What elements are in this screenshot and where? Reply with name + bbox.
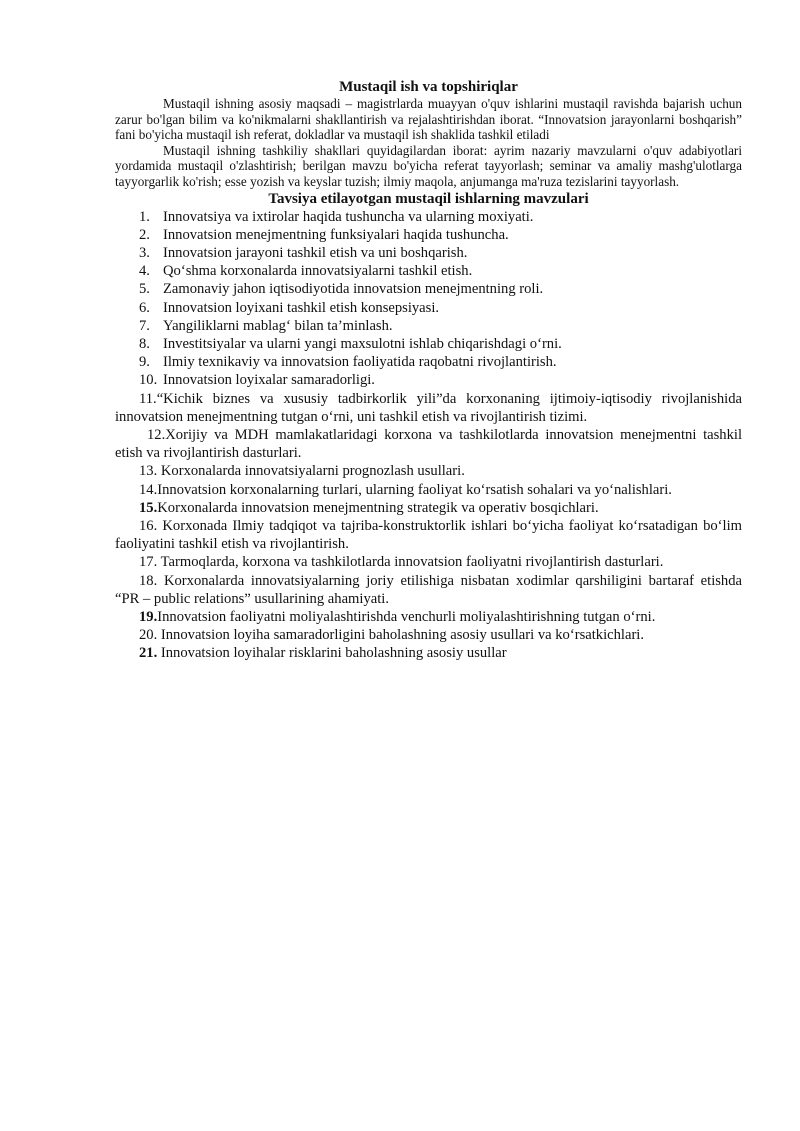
topic-number: 11. bbox=[139, 390, 157, 407]
topic-item bbox=[115, 626, 742, 644]
topic-item bbox=[115, 499, 742, 517]
topic-text: Zamonaviy jahon iqtisodiyotida innovatsion menejmentning roli. bbox=[163, 281, 544, 298]
topic-text: Korxonalarda innovatsiyalarni prognozlash usullari. bbox=[160, 463, 465, 480]
topic-number: 2. bbox=[139, 226, 150, 243]
topics-list bbox=[115, 208, 742, 663]
topic-text: Ilmiy texnikaviy va innovatsion faoliyatida raqobatni rivojlantirish. bbox=[163, 354, 557, 371]
topic-text: Yangiliklarni mablag‘ bilan ta’minlash. bbox=[163, 317, 393, 334]
topic-item bbox=[115, 426, 742, 462]
topic-number: 16. bbox=[139, 518, 163, 535]
topic-text: Innovatsion loyixani tashkil etish konsepsiyasi. bbox=[163, 299, 440, 316]
topic-number: 10. bbox=[139, 372, 158, 389]
topic-number: 3. bbox=[139, 244, 150, 261]
topic-text: Korxonada Ilmiy tadqiqot va tajriba-konstruktorlik ishlari bo‘yicha faoliyat ko‘rsatadigan bo‘lim faoliyatini tashkil etish va rivojlantirish. bbox=[115, 518, 743, 553]
topic-item bbox=[115, 644, 742, 662]
topic-number: 15. bbox=[139, 499, 158, 516]
topic-text: Innovatsion loyihalar risklarini baholashning asosiy usullar bbox=[160, 645, 507, 662]
topic-text: Innovatsion korxonalarning turlari, ularning faoliyat ko‘rsatish sohalari va yo‘nalishlari. bbox=[157, 481, 672, 498]
topic-text: Innovatsion loyixalar samaradorligi. bbox=[163, 372, 375, 389]
topic-number: 1. bbox=[139, 208, 150, 225]
topic-item bbox=[115, 317, 742, 335]
topic-text: Xorijiy va MDH mamlakatlaridagi korxona va tashkilotlarda innovatsion menejmentni tashkil etish va rivojlantirish dasturlari. bbox=[115, 427, 742, 462]
topic-text: Korxonalarda innovatsiyalarning joriy etilishiga nisbatan xodimlar qarshiligini bartaraf etishda “PR – public relations” usullarining ahamiyati. bbox=[115, 572, 742, 607]
topic-item bbox=[115, 226, 742, 244]
topic-number: 4. bbox=[139, 263, 150, 280]
topic-number: 8. bbox=[139, 335, 150, 352]
topic-item bbox=[115, 262, 742, 280]
topic-number: 19. bbox=[139, 609, 158, 626]
topic-number: 18. bbox=[139, 572, 164, 589]
topic-number: 21. bbox=[139, 645, 161, 662]
topic-text: Tarmoqlarda, korxona va tashkilotlarda innovatsion faoliyatni rivojlantirish dasturlari. bbox=[160, 554, 664, 571]
topic-number: 14. bbox=[139, 481, 158, 498]
topic-text: Korxonalarda innovatsion menejmentning strategik va operativ bosqichlari. bbox=[157, 499, 599, 516]
topic-item bbox=[115, 462, 742, 480]
topic-item bbox=[115, 553, 742, 571]
topic-item bbox=[115, 517, 742, 553]
topic-number: 17. bbox=[139, 554, 161, 571]
topic-number: 9. bbox=[139, 354, 150, 371]
topic-item bbox=[115, 572, 742, 608]
topic-item bbox=[115, 371, 742, 389]
topic-item bbox=[115, 608, 742, 626]
topic-text: Innovatsion loyiha samaradorligini baholashning asosiy usullari va ko‘rsatkichlari. bbox=[160, 627, 645, 644]
topic-item bbox=[115, 280, 742, 298]
topic-item bbox=[115, 335, 742, 353]
topic-number: 13. bbox=[139, 463, 161, 480]
topic-number: 12. bbox=[147, 427, 166, 443]
topic-number: 20. bbox=[139, 627, 161, 644]
topic-number: 5. bbox=[139, 281, 150, 298]
topic-text: Innovatsion jarayoni tashkil etish va uni boshqarish. bbox=[163, 244, 468, 261]
document-title: Mustaqil ish va topshiriqlar bbox=[339, 79, 518, 95]
topic-number: 6. bbox=[139, 299, 150, 316]
topic-text: Innovatsion faoliyatni moliyalashtirishda venchurli moliyalashtirishning tutgan o‘rni. bbox=[157, 609, 656, 626]
intro-paragraph-2: Mustaqil ishning tashkiliy shakllari quyidagilardan iborat: ayrim nazariy mavzularni o'quv adabiyotlari yordamida mustaqil o'zlashtirish; berilgan mavzu bo'yicha referat tayyorlash; seminar va amaliy mashg'ulotlarga tayyorgarlik ko'rish; esse yozish va keyslar tuzish; ilmiy maqola, anjumanga ma'ruza tezislarini tayyorlash. bbox=[115, 142, 742, 189]
topic-item bbox=[115, 481, 742, 499]
document-page bbox=[115, 78, 742, 663]
topic-text: Qo‘shma korxonalarda innovatsiyalarni tashkil etish. bbox=[163, 263, 473, 280]
topic-item bbox=[115, 208, 742, 226]
topic-number: 7. bbox=[139, 317, 150, 334]
topic-text: “Kichik biznes va xususiy tadbirkorlik yili”da korxonaning ijtimoiy-iqtisodiy rivojlanishida innovatsion menejmentning tutgan o‘rni, uni tashkil etish va rivojlantirish tizimi. bbox=[115, 390, 742, 425]
topic-item bbox=[115, 244, 742, 262]
topic-text: Innovatsion menejmentning funksiyalari haqida tushuncha. bbox=[163, 226, 509, 243]
topic-item bbox=[115, 390, 742, 426]
intro-paragraph-1: Mustaqil ishning asosiy maqsadi – magistrlarda muayyan o'quv ishlarini mustaqil ravishda bajarish uchun zarur bo'lgan bilim va ko'nikmalarni shakllantirish va rejalashtirishdan iborat. “Innovatsion jarayonlarni boshqarish” fani bo'yicha mustaqil ish referat, dokladlar va mustaqil ish shaklida tashkil etiladi bbox=[115, 96, 742, 143]
topic-item bbox=[115, 353, 742, 371]
topic-item bbox=[115, 299, 742, 317]
topic-text: Innovatsiya va ixtirolar haqida tushuncha va ularning moxiyati. bbox=[163, 208, 534, 225]
topics-subtitle: Tavsiya etilayotgan mustaqil ishlarning mavzulari bbox=[268, 190, 589, 207]
topic-text: Investitsiyalar va ularni yangi maxsulotni ishlab chiqarishdagi o‘rni. bbox=[163, 335, 562, 352]
